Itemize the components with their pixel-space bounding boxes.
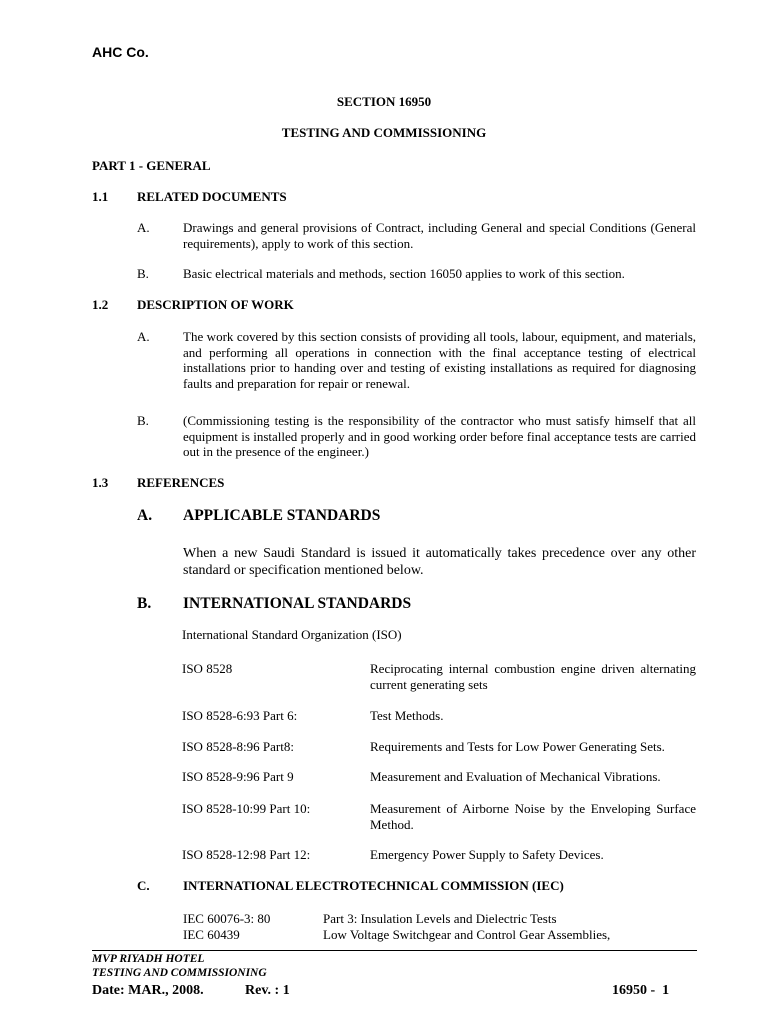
standard-code: ISO 8528-12:98 Part 12:	[182, 847, 311, 862]
item-letter: B.	[137, 266, 149, 281]
footer-subtitle: TESTING AND COMMISSIONING	[92, 967, 267, 979]
subsection-number: 1.3	[92, 475, 109, 490]
standard-code: ISO 8528-6:93 Part 6:	[182, 708, 298, 723]
standard-description: Emergency Power Supply to Safety Devices.	[370, 847, 604, 862]
item-text: The work covered by this section consists of providing all tools, labour, equipment, and materials, and performing all operations in connection with the final acceptance testing of electrical installations prior to handing over and testing of existing installations as required for diagnosing faults and preparation for repair or renewal.	[183, 329, 696, 391]
footer-divider	[92, 950, 697, 951]
company-name: AHC Co.	[92, 44, 149, 60]
footer-page-number: 16950 - 1	[612, 983, 670, 998]
subsection-title: DESCRIPTION OF WORK	[137, 297, 294, 312]
organization-name: International Standard Organization (ISO)	[182, 627, 402, 642]
standard-code: IEC 60439	[183, 927, 240, 942]
standard-description: Low Voltage Switchgear and Control Gear Assemblies,	[323, 927, 611, 942]
standard-description: Test Methods.	[370, 708, 444, 723]
subitem-letter: A.	[137, 507, 153, 524]
standard-description: Requirements and Tests for Low Power Generating Sets.	[370, 739, 665, 754]
subitem-title: INTERNATIONAL ELECTROTECHNICAL COMMISSION (IEC)	[183, 878, 564, 893]
standard-code: ISO 8528	[182, 661, 233, 676]
standard-code: IEC 60076-3: 80	[183, 911, 271, 926]
standard-code: ISO 8528-10:99 Part 10:	[182, 801, 311, 816]
subsection-title: RELATED DOCUMENTS	[137, 189, 287, 204]
item-text: Basic electrical materials and methods, section 16050 applies to work of this section.	[183, 266, 625, 281]
footer-revision: Rev. : 1	[245, 983, 290, 998]
subitem-letter: B.	[137, 595, 152, 612]
standard-description: Reciprocating internal combustion engine driven alternating current generating sets	[370, 661, 696, 692]
section-title: TESTING AND COMMISSIONING	[281, 125, 487, 140]
item-letter: B.	[137, 413, 149, 428]
standard-code: ISO 8528-9:96 Part 9	[182, 769, 294, 784]
section-number: SECTION 16950	[336, 94, 432, 109]
item-text: (Commissioning testing is the responsibility of the contractor who must satisfy himself that all equipment is installed properly and in good working order before final acceptance tests are carried out in the presence of the engineer.)	[183, 413, 696, 459]
item-letter: A.	[137, 329, 150, 344]
item-letter: A.	[137, 220, 150, 235]
subsection-number: 1.2	[92, 297, 109, 312]
subitem-title: INTERNATIONAL STANDARDS	[183, 595, 412, 612]
subitem-letter: C.	[137, 878, 150, 893]
standard-description: Measurement and Evaluation of Mechanical Vibrations.	[370, 769, 661, 784]
footer-date: Date: MAR., 2008.	[92, 983, 204, 998]
subsection-title: REFERENCES	[137, 475, 225, 490]
standard-description: Part 3: Insulation Levels and Dielectric Tests	[323, 911, 557, 926]
subitem-title: APPLICABLE STANDARDS	[183, 507, 381, 524]
part-heading: PART 1 - GENERAL	[92, 158, 211, 173]
subitem-text: When a new Saudi Standard is issued it automatically takes precedence over any other standard or specification mentioned below.	[183, 546, 696, 578]
standard-code: ISO 8528-8:96 Part8:	[182, 739, 294, 754]
subsection-number: 1.1	[92, 189, 109, 204]
item-text: Drawings and general provisions of Contract, including General and special Conditions (General requirements), apply to work of this section.	[183, 220, 696, 251]
footer-project: MVP RIYADH HOTEL	[92, 953, 205, 965]
standard-description: Measurement of Airborne Noise by the Enveloping Surface Method.	[370, 801, 696, 832]
